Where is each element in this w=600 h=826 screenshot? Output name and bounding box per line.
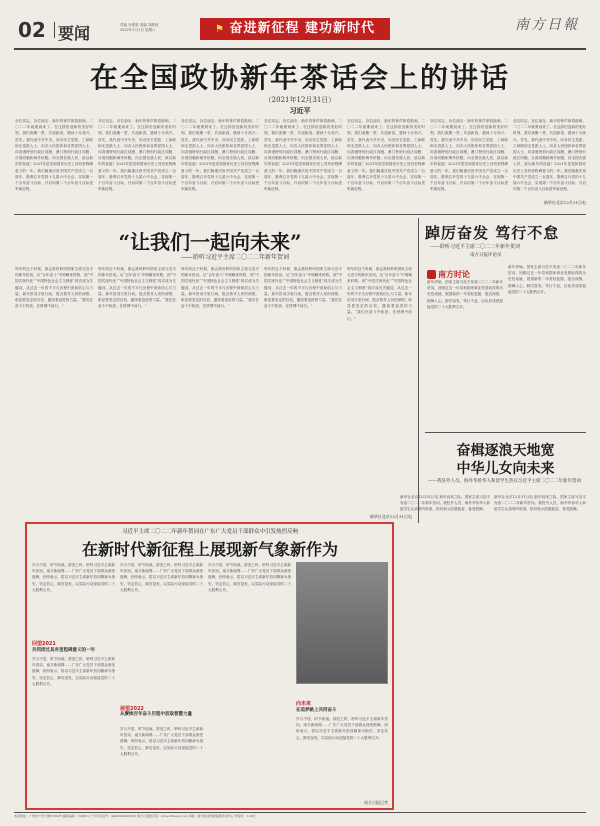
lead-column-3: 各位同志，各位朋友：新年的钟声即将敲响，二〇二二年就要到来了。在这辞旧迎新的美好时刻，我们欢聚一堂，共迎新春，感到十分高兴。首先，我代表中共中央，向各民主党派、工商联和无党派人士，向各人民团体和各界爱国人士，向香港特别行政区同胞、澳门特别行政区同胞、台湾同胞和海外侨胞，向全国各族人民，致以新年的祝福！2021年是党和国家历史上具有里程碑意义的一年。我们隆重庆祝中国共产党成立一百周年，胜利召开党的十九届六中全会，实现第一个百年奋斗目标，开启向第二个百年奋斗目标进军新征程。 [181,119,259,192]
column-name: 南方时论 [438,270,470,279]
article3-source: 南方日报评论员 [470,253,502,258]
article3-subtitle: ——聆听习近平主席二〇二二年新年贺词 [430,244,521,250]
page-number: 02 [18,18,46,42]
featured-photo [296,562,388,684]
nanfang-logo-icon [427,270,436,279]
featured-tag-2-sub: 从赓续百年奋斗历程中汲取智慧力量 [120,712,192,717]
header-rule [14,48,586,50]
column-divider [418,218,419,523]
section-name: 要闻 [58,24,91,43]
lead-column-2: 各位同志，各位朋友：新年的钟声即将敲响，二〇二二年就要到来了。在这辞旧迎新的美好时刻，我们欢聚一堂，共迎新春，感到十分高兴。首先，我代表中共中央，向各民主党派、工商联和无党派人士，向各人民团体和各界爱国人士，向香港特别行政区同胞、澳门特别行政区同胞、台湾同胞和海外侨胞，向全国各族人民，致以新年的祝福！2021年是党和国家历史上具有里程碑意义的一年。我们隆重庆祝中国共产党成立一百周年，胜利召开党的十九届六中全会，实现第一个百年奋斗目标，开启向第二个百年奋斗目标进军新征程。 [98,119,176,192]
divider [54,22,55,38]
lead-date: （2021年12月31日） [264,96,336,104]
featured-column-3: 岁月不居，时节如流。辞旧之时，聆听习近平主席新年贺词，南方新闻网……广东广大党员干部群众深受鼓舞，纷纷表示，将以习近平主席新年贺词精神为指引，坚定信心，踔厉奋发，以实际行动迎接党的二十大胜利召开。 [208,563,291,592]
page-footer: 本报地址：广州市广州大道中289号 邮政编码：510601 广告许可证号：4400004000005 南方日报数字报：www.nfnews.com 印刷：南方报业传媒集团印务中心 零售价：1.00元 [14,812,586,822]
lead-column-1: 各位同志，各位朋友：新年的钟声即将敲响，二〇二二年就要到来了。在这辞旧迎新的美好时刻，我们欢聚一堂，共迎新春，感到十分高兴。首先，我代表中共中央，向各民主党派、工商联和无党派人士，向各人民团体和各界爱国人士，向香港特别行政区同胞、澳门特别行政区同胞、台湾同胞和海外侨胞，向全国各族人民，致以新年的祝福！2021年是党和国家历史上具有里程碑意义的一年。我们隆重庆祝中国共产党成立一百周年，胜利召开党的十九届六中全会，实现第一个百年奋斗目标，开启向第二个百年奋斗目标进军新征程。 [15,119,93,192]
article4-title-line2: 中华儿女向未来 [456,461,555,477]
section-rule-2 [425,432,586,433]
page-header [0,0,600,50]
lead-sign: 新华社北京12月31日电 [543,200,586,205]
section-rule [14,214,586,215]
masthead-logo: 南方日報 [515,17,579,33]
featured-column-2b: 岁月不居，时节如流。辞旧之时，聆听习近平主席新年贺词，南方新闻网……广东广大党员干部群众深受鼓舞，纷纷表示，将以习近平主席新年贺词精神为指引，坚定信心，踔厉奋发，以实际行动迎接党的二十大胜利召开。 [120,727,203,756]
lead-column-6: 各位同志，各位朋友：新年的钟声即将敲响，二〇二二年就要到来了。在这辞旧迎新的美好时刻，我们欢聚一堂，共迎新春，感到十分高兴。首先，我代表中共中央，向各民主党派、工商联和无党派人士，向各人民团体和各界爱国人士，向香港特别行政区同胞、澳门特别行政区同胞、台湾同胞和海外侨胞，向全国各族人民，致以新年的祝福！2021年是党和国家历史上具有里程碑意义的一年。我们隆重庆祝中国共产党成立一百周年，胜利召开党的十九届六中全会，实现第一个百年奋斗目标，开启向第二个百年奋斗目标进军新征程。 [430,119,508,192]
flag-icon: ⚑ [215,24,230,35]
article2-column-3: 每年的这个时候，都会准时聆听国家主席习近平的新年贺词。从“百年奋斗”中明晰来时路，到“中国式现代化”“中国特色社会主义制度”再次成为关键词，从过去一年的不平凡历程中汲取信心与力量。新年贺词字里行间，饱含着对人民的深情，彰显着坚定的自信，激荡着奋进的力量。“我们在奋斗中收获，在拼搏中前行。” [181,267,259,309]
article2-column-2: 每年的这个时候，都会准时聆听国家主席习近平的新年贺词。从“百年奋斗”中明晰来时路，到“中国式现代化”“中国特色社会主义制度”再次成为关键词，从过去一年的不平凡历程中汲取信心与力量。新年贺词字里行间，饱含着对人民的深情，彰显着坚定的自信，激荡着奋进的力量。“我们在奋斗中收获，在拼搏中前行。” [98,267,176,309]
featured-column-1b: 岁月不居，时节如流。辞旧之时，聆听习近平主席新年贺词，南方新闻网……广东广大党员干部群众深受鼓舞，纷纷表示，将以习近平主席新年贺词精神为指引，坚定信心，踔厉奋发，以实际行动迎接党的二十大胜利召开。 [32,657,115,686]
article2-title: “让我们一起向未来” [118,230,302,254]
lead-column-4: 各位同志，各位朋友：新年的钟声即将敲响，二〇二二年就要到来了。在这辞旧迎新的美好时刻，我们欢聚一堂，共迎新春，感到十分高兴。首先，我代表中共中央，向各民主党派、工商联和无党派人士，向各人民团体和各界爱国人士，向香港特别行政区同胞、澳门特别行政区同胞、台湾同胞和海外侨胞，向全国各族人民，致以新年的祝福！2021年是党和国家历史上具有里程碑意义的一年。我们隆重庆祝中国共产党成立一百周年，胜利召开党的十九届六中全会，实现第一个百年奋斗目标，开启向第二个百年奋斗目标进军新征程。 [264,119,342,192]
featured-column-2a: 岁月不居，时节如流。辞旧之时，聆听习近平主席新年贺词，南方新闻网……广东广大党员干部群众深受鼓舞，纷纷表示，将以习近平主席新年贺词精神为指引，坚定信心，踔厉奋发，以实际行动迎接党的二十大胜利召开。 [120,563,203,592]
article4-column-1: 新华社北京12月31日电 新年到来之际，国家主席习近平发表二〇二二年新年贺词。我驻外人员、海外华侨华人和留学生认真收听收看，纷纷表示倍感振奋、备受鼓舞。 [400,495,490,512]
article2-column-4: 每年的这个时候，都会准时聆听国家主席习近平的新年贺词。从“百年奋斗”中明晰来时路，到“中国式现代化”“中国特色社会主义制度”再次成为关键词，从过去一年的不平凡历程中汲取信心与力量。新年贺词字里行间，饱含着对人民的深情，彰显着坚定的自信，激荡着奋进的力量。“我们在奋斗中收获，在拼搏中前行。” [264,267,342,309]
lead-column-5: 各位同志，各位朋友：新年的钟声即将敲响，二〇二二年就要到来了。在这辞旧迎新的美好时刻，我们欢聚一堂，共迎新春，感到十分高兴。首先，我代表中共中央，向各民主党派、工商联和无党派人士，向各人民团体和各界爱国人士，向香港特别行政区同胞、澳门特别行政区同胞、台湾同胞和海外侨胞，向全国各族人民，致以新年的祝福！2021年是党和国家历史上具有里程碑意义的一年。我们隆重庆祝中国共产党成立一百周年，胜利召开党的十九届六中全会，实现第一个百年奋斗目标，开启向第二个百年奋斗目标进军新征程。 [347,119,425,192]
article2-subtitle: ——聆听习近平主席二〇二二年新年贺词 [180,254,289,261]
lead-column-7: 各位同志，各位朋友：新年的钟声即将敲响，二〇二二年就要到来了。在这辞旧迎新的美好时刻，我们欢聚一堂，共迎新春，感到十分高兴。首先，我代表中共中央，向各民主党派、工商联和无党派人士，向各人民团体和各界爱国人士，向香港特别行政区同胞、澳门特别行政区同胞、台湾同胞和海外侨胞，向全国各族人民，致以新年的祝福！2021年是党和国家历史上具有里程碑意义的一年。我们隆重庆祝中国共产党成立一百周年，胜利召开党的十九届六中全会，实现第一个百年奋斗目标，开启向第二个百年奋斗目标进军新征程。 [513,119,586,192]
date-line: 2022年1月1日 星期六 [120,28,156,32]
article4-title-line1: 奋楫逐浪天地宽 [456,443,555,459]
article4-column-2: 新华社北京12月31日电 新年到来之际，国家主席习近平发表二〇二二年新年贺词。我驻外人员、海外华侨华人和留学生认真收听收看，纷纷表示倍感振奋、备受鼓舞。 [494,495,586,512]
banner-text: 奋进新征程 建功新时代 [229,21,375,36]
featured-kicker: 习近平主席二〇二二年新年贺词在广东广大党员干部群众中引发热烈反响 [121,529,298,535]
campaign-banner [200,18,390,40]
lead-title: 在全国政协新年茶话会上的讲话 [89,61,510,94]
featured-tag-1-sub: 共同度过具有里程碑意义的一年 [32,648,95,653]
featured-column-4: 岁月不居，时节如流。辞旧之时，聆听习近平主席新年贺词，南方新闻网……广东广大党员干部群众深受鼓舞，纷纷表示，将以习近平主席新年贺词精神为指引，坚定信心，踔厉奋发，以实际行动迎接党的二十大胜利召开。 [296,717,388,740]
editor-line: 责编 补建梁 美编 刘维琼 [120,23,159,27]
featured-column-1a: 岁月不居，时节如流。辞旧之时，聆听习近平主席新年贺词，南方新闻网……广东广大党员干部群众深受鼓舞，纷纷表示，将以习近平主席新年贺词精神为指引，坚定信心，踔厉奋发，以实际行动迎接党的二十大胜利召开。 [32,563,115,592]
featured-tag-1: 回望2021 [32,641,56,647]
article3-column-2: 新年伊始，国家主席习近平发表二〇二二年新年贺词，回顾过去一年党和国家事业发展取得的历史性成就，展望新的一年美好蓝图，饱含深情，鼓舞人心。踔厉奋发，笃行不怠，以优异成绩迎接党的二十大胜利召开。 [508,265,586,294]
article2-sign: 新华社北京12月31日电 [369,514,412,519]
featured-tag-2: 展望2022 [120,706,144,712]
article2-column-5: 每年的这个时候，都会准时聆听国家主席习近平的新年贺词。从“百年奋斗”中明晰来时路，到“中国式现代化”“中国特色社会主义制度”再次成为关键词，从过去一年的不平凡历程中汲取信心与力量。新年贺词字里行间，饱含着对人民的深情，彰显着坚定的自信，激荡着奋进的力量。“我们在奋斗中收获，在拼搏中前行。” [347,267,412,321]
article2-column-1: 每年的这个时候，都会准时聆听国家主席习近平的新年贺词。从“百年奋斗”中明晰来时路，到“中国式现代化”“中国特色社会主义制度”再次成为关键词，从过去一年的不平凡历程中汲取信心与力量。新年贺词字里行间，饱含着对人民的深情，彰显着坚定的自信，激荡着奋进的力量。“我们在奋斗中收获，在拼搏中前行。” [15,267,93,309]
featured-byline: 南方日报记者 [364,800,388,805]
article4-subtitle: ——我驻外人员、海外华侨华人和留学生热议习近平主席二〇二二年新年贺词 [428,479,581,484]
featured-title: 在新时代新征程上展现新气象新作为 [81,540,338,559]
featured-tag-3: 向未来 [296,701,312,707]
featured-tag-3-sub: 在追梦路上共同奋斗 [296,708,337,713]
article3-column-1: 新年伊始，国家主席习近平发表二〇二二年新年贺词，回顾过去一年党和国家事业发展取得的历史性成就，展望新的一年美好蓝图，饱含深情，鼓舞人心。踔厉奋发，笃行不怠，以优异成绩迎接党的二十大胜利召开。 [427,280,503,309]
article3-title: 踔厉奋发 笃行不怠 [425,224,560,242]
lead-author: 习近平 [289,107,311,115]
